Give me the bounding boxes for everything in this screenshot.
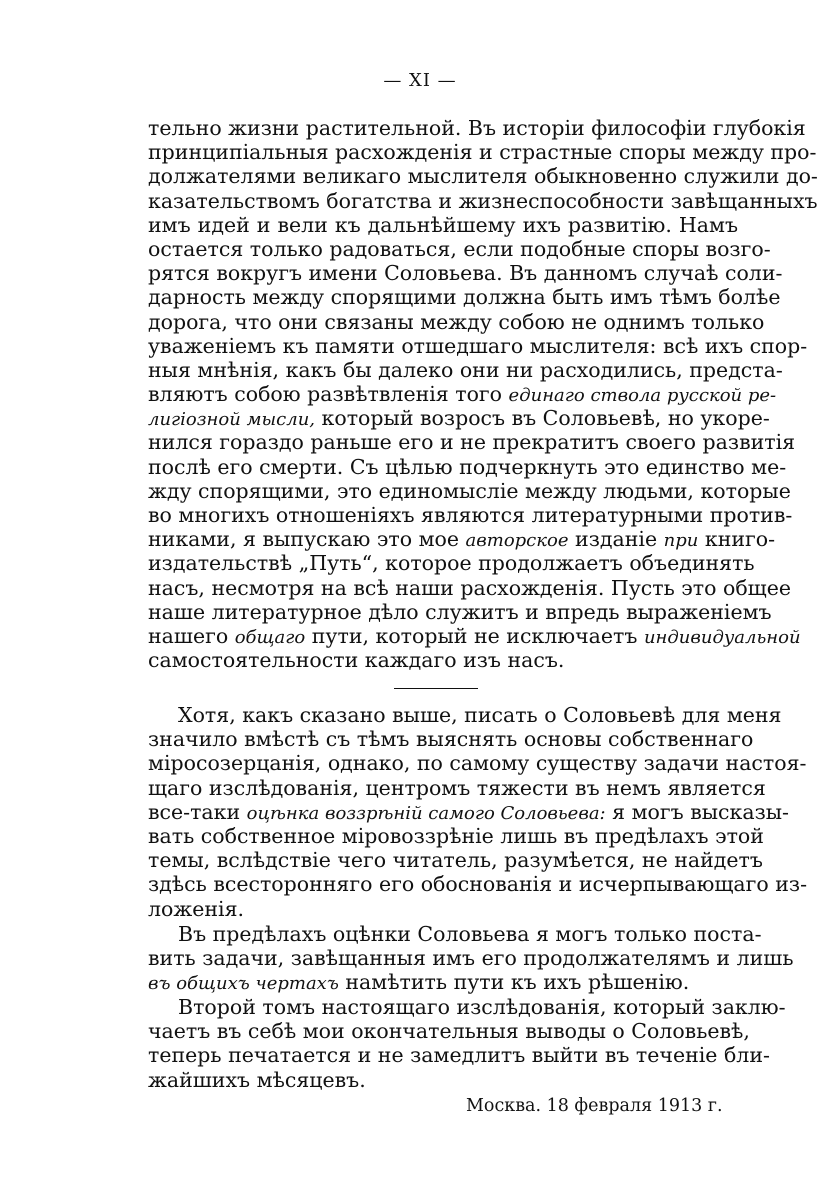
text-line: дарность между спорящими должна быть имъ тѣмъ болѣе bbox=[148, 285, 781, 310]
text-line: ложенія. bbox=[148, 896, 245, 921]
paragraph-scope bbox=[148, 703, 808, 921]
paragraph-tasks bbox=[148, 922, 794, 995]
text-line: значило вмѣстѣ съ тѣмъ выяснять основы собственнаго bbox=[148, 727, 754, 752]
text-span: нашего bbox=[148, 623, 229, 648]
text-line: принципіальныя расхожденія и страстные споры между про- bbox=[148, 140, 817, 165]
text-line: здѣсь всесторонняго его обоснованія и исчерпывающаго из- bbox=[148, 872, 808, 897]
text-line: Въ предѣлахъ оцѣнки Соловьева я могъ только поста- bbox=[178, 922, 762, 946]
text-line: Хотя, какъ сказано выше, писать о Соловьевѣ для меня bbox=[178, 703, 782, 727]
text-line: уваженіемъ къ памяти отшедшаго мыслителя: всѣ ихъ спор- bbox=[148, 333, 808, 358]
text-line: чаетъ въ себѣ мои окончательныя выводы о Соловьевѣ, bbox=[148, 1019, 750, 1044]
text-line: нился гораздо раньше его и не прекратитъ своего развитія bbox=[148, 430, 796, 455]
text-line: тельно жизни растительной. Въ исторіи философіи глубокія bbox=[148, 116, 806, 140]
italic-emphasis: индивидуальной bbox=[643, 626, 801, 648]
text-line bbox=[148, 970, 738, 994]
italic-emphasis: лигіозной мысли, bbox=[148, 409, 316, 431]
text-line: міросозерцанія, однако, по самому существу задачи настоя- bbox=[148, 751, 807, 776]
text-line bbox=[148, 527, 776, 552]
dateline-signature: Москва. 18 февраля 1913 г. bbox=[466, 1096, 723, 1116]
text-span: изданіе bbox=[575, 527, 658, 552]
text-line: остается только радоваться, если подобные споры возго- bbox=[148, 236, 771, 261]
text-line: дорога, что они связаны между собою не однимъ только bbox=[148, 309, 765, 334]
paragraph-second-volume bbox=[148, 995, 786, 1092]
text-line: щаго изслѣдованія, центромъ тяжести въ немъ является bbox=[148, 775, 766, 800]
text-line bbox=[148, 799, 789, 824]
text-line: казательствомъ богатства и жизнеспособности завѣщанныхъ bbox=[148, 188, 818, 213]
text-span: никами, я выпускаю это мое bbox=[148, 527, 460, 552]
text-line: имъ идей и вели къ дальнѣйшему ихъ развитію. Намъ bbox=[148, 212, 738, 237]
text-line bbox=[148, 406, 770, 431]
paragraph-preface-continuation bbox=[148, 116, 818, 673]
text-line: жду спорящими, это единомысліе между людьми, которые bbox=[148, 478, 791, 503]
italic-emphasis: авторское bbox=[465, 530, 569, 552]
text-line: должателями великаго мыслителя обыкновенно служили до- bbox=[148, 164, 818, 189]
text-line: вать собственное міровоззрѣніе лишь въ предѣлахъ этой bbox=[148, 823, 764, 848]
italic-emphasis: единаго ствола русской ре- bbox=[508, 385, 777, 407]
text-span: все-таки bbox=[148, 799, 241, 824]
text-line: послѣ его смерти. Съ цѣлью подчеркнуть это единство ме- bbox=[148, 454, 787, 479]
section-divider bbox=[394, 688, 478, 689]
text-line: самостоятельности каждаго изъ насъ. bbox=[148, 648, 565, 673]
text-span: книго- bbox=[704, 527, 776, 552]
text-line: жайшихъ мѣсяцевъ. bbox=[148, 1067, 366, 1092]
text-span: намѣтить пути къ ихъ рѣшенію. bbox=[345, 970, 690, 995]
text-line: рятся вокругъ имени Соловьева. Въ данномъ случаѣ соли- bbox=[148, 261, 783, 286]
text-line: вить задачи, завѣщанныя имъ его продолжателямъ и лишь bbox=[148, 946, 794, 971]
italic-emphasis: при bbox=[663, 530, 699, 552]
text-line bbox=[148, 623, 801, 648]
text-span: я могъ высказы- bbox=[612, 799, 789, 824]
text-line: Второй томъ настоящаго изслѣдованія, который заклю- bbox=[178, 995, 786, 1019]
text-line: во многихъ отношеніяхъ являются литературными против- bbox=[148, 503, 793, 527]
text-span: вляютъ собою развѣтвленія того bbox=[148, 382, 503, 407]
text-line: наше литературное дѣло служитъ и впредь выраженіемъ bbox=[148, 599, 772, 624]
text-line: насъ, несмотря на всѣ наши расхожденія. Пусть это общее bbox=[148, 575, 791, 600]
italic-emphasis: въ общихъ чертахъ bbox=[148, 973, 339, 995]
text-span: который возросъ въ Соловьевѣ, но укоре- bbox=[321, 406, 770, 431]
page-number: — XI — bbox=[383, 70, 457, 91]
text-line: темы, вслѣдствіе чего читатель, разумѣется, не найдетъ bbox=[148, 848, 763, 873]
text-line: теперь печатается и не замедлитъ выйти въ теченіе бли- bbox=[148, 1043, 770, 1068]
text-line bbox=[148, 382, 777, 407]
text-line: издательствѣ „Путь“, которое продолжаетъ объединять bbox=[148, 551, 755, 576]
text-line: ныя мнѣнія, какъ бы далеко они ни расходились, предста- bbox=[148, 357, 783, 382]
italic-emphasis: общаго bbox=[234, 626, 306, 648]
text-span: пути, который не исключаетъ bbox=[311, 623, 638, 648]
italic-emphasis: оцѣнка воззрѣній самого Соловьева: bbox=[246, 802, 606, 824]
